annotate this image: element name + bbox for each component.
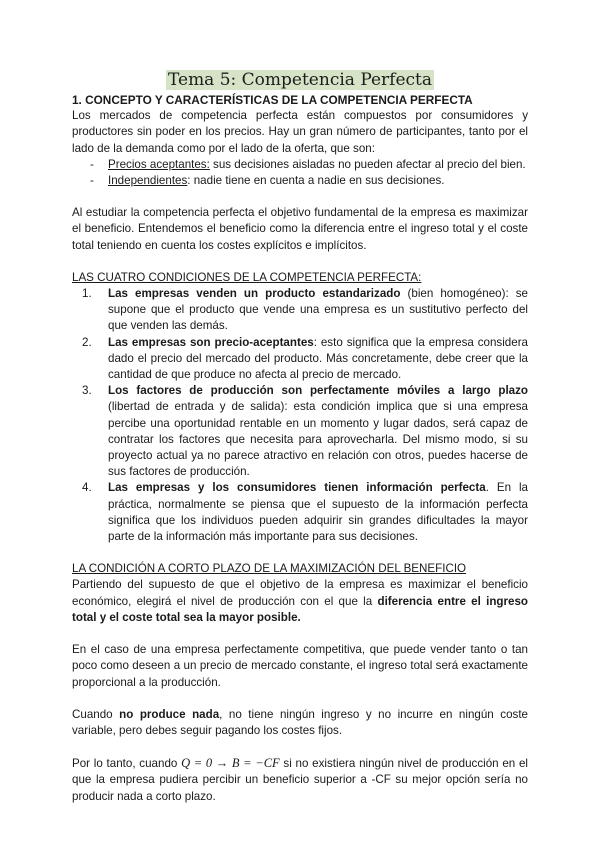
paragraph-text: Partiendo del supuesto de que el objetivo de la empresa es maximizar el beneficio económico, elegirá el nivel de producción con el que la: [72, 578, 528, 608]
condition-text: . En la práctica, normalmente se piensa que el supuesto de la información perfecta significa que los individuos pueden adquirir sin grandes dificultades la mayor parte de la información más importante para sus decisiones.: [108, 481, 528, 544]
paragraph-text: si no existiera ningún nivel de producción en el que la empresa pudiera percibir un beneficio superior a -CF su mejor opción sería no producir nada a corto plazo.: [72, 757, 528, 803]
list-item: [90, 173, 528, 189]
paragraph-text: Cuando: [72, 707, 120, 721]
participants-list: [72, 157, 528, 189]
list-item: [82, 480, 528, 545]
paragraph-text: , no tiene ningún ingreso y no incurre en ningún coste variable, pero debes seguir pagando los costes fijos.: [72, 707, 528, 737]
condition-text: (bien homogéneo): se supone que el producto que vende una empresa es un sustitutivo perfecto del que venden las demás.: [108, 287, 529, 333]
condition-title: Las empresas son precio-aceptantes: [108, 335, 314, 349]
list-number: 1.: [82, 287, 92, 301]
list-item: [82, 335, 528, 384]
section-heading-conditions: LAS CUATRO CONDICIONES DE LA COMPETENCIA PERFECTA:: [72, 270, 422, 284]
list-item: [82, 286, 529, 335]
document-body: [72, 92, 528, 805]
section-heading-shortrun: LA CONDICIÓN A CORTO PLAZO DE LA MAXIMIZACIÓN DEL BENEFICIO: [72, 562, 467, 576]
concept-paragraph: Al estudiar la competencia perfecta el objetivo fundamental de la empresa es maximizar el beneficio. Entendemos el beneficio como la diferencia entre el ingreso total y el coste total teniendo en cuenta los costes explícitos e implícitos.: [72, 206, 528, 252]
shortrun-paragraph-2: En el caso de una empresa perfectamente competitiva, que puede vender tanto o tan poco como deseen a un precio de mercado constante, el ingreso total será exactamente proporcional a la producción.: [72, 643, 528, 689]
list-text: sus decisiones aisladas no pueden afectar al precio del bien.: [209, 157, 526, 171]
list-item: [90, 157, 528, 173]
condition-text: : esto significa que la empresa considera dado el precio del mercado del producto. Más concretamente, debe creer que la cantidad de que produce no afecta al precio de mercado.: [108, 335, 528, 382]
document-title: [0, 70, 600, 90]
math-expression: Q = 0 → B = −CF: [181, 756, 280, 771]
paragraph-emphasis: diferencia entre el ingreso total y el coste total sea la mayor posible.: [72, 594, 528, 624]
paragraph-emphasis: no produce nada: [119, 707, 220, 721]
list-term: Precios aceptantes:: [108, 157, 210, 171]
section-heading-concept: 1. CONCEPTO Y CARACTERÍSTICAS DE LA COMPETENCIA PERFECTA: [72, 93, 473, 107]
condition-text: (libertad de entrada y de salida): esta condición implica que si una empresa percibe una oportunidad rentable en un momento y lugar dados, será capaz de contratar los factores que necesita para aprovecharla. Del mismo modo, si su proyecto actual ya no parece atractivo en relación con otros, puedes hacerse de sus factores de producción.: [108, 400, 528, 479]
condition-title: Las empresas venden un producto estandarizado: [108, 287, 401, 301]
title-highlight: Tema 5: Competencia Perfecta: [167, 70, 433, 90]
condition-title: Los factores de producción son perfectamente móviles a largo plazo: [108, 384, 528, 398]
condition-title: Las empresas y los consumidores tienen información perfecta: [108, 481, 486, 495]
list-text: : nadie tiene en cuenta a nadie en sus decisiones.: [187, 174, 445, 188]
shortrun-paragraph-1: [72, 577, 528, 626]
list-number: 2.: [82, 335, 92, 349]
list-number: 3.: [82, 384, 92, 398]
list-item: [82, 383, 528, 480]
list-number: 4.: [82, 481, 92, 495]
paragraph-text: Por lo tanto, cuando: [72, 757, 182, 771]
list-term: Independientes: [108, 174, 188, 188]
shortrun-paragraph-3: [72, 707, 528, 739]
conditions-list: [72, 286, 528, 545]
concept-intro: Los mercados de competencia perfecta están compuestos por consumidores y productores sin poder en los precios. Hay un gran número de participantes, tanto por el lado de la demanda como por el lado de la oferta, que son:: [72, 109, 528, 155]
shortrun-paragraph-4: [72, 755, 528, 805]
